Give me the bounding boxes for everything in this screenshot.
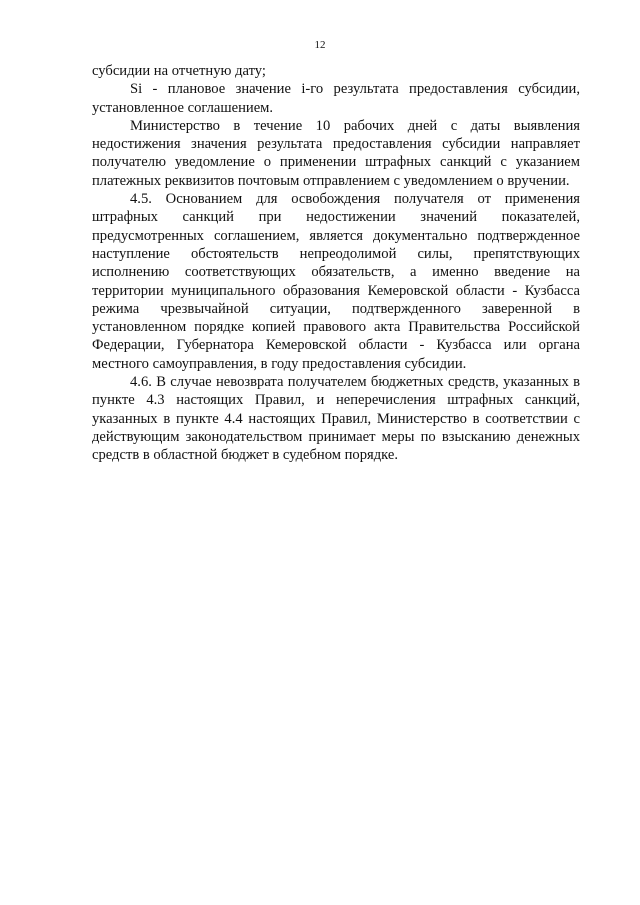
page-number: 12 — [314, 39, 326, 51]
paragraph-4-5: 4.5. Основанием для освобождения получателя от применения штрафных санкций при недостижении значений показателей, предусмотренных соглашением, является документально подтвержденное наступление обстоятельств непреодолимой силы, препятствующих исполнению соответствующих обязательств, а именно введение на территории муниципального образования Кемеровской области - Кузбасса режима чрезвычайной ситуации, подтвержденного заверенной в установленном порядке копией правового акта Правительства Российской Федерации, Губернатора Кемеровской области - Кузбасса или органа местного самоуправления, в году предоставления субсидии. — [92, 191, 580, 372]
paragraph-si-definition: Si - плановое значение i-го результата предоставления субсидии, установленное соглашением. — [92, 81, 580, 116]
paragraph-ministry-notice: Министерство в течение 10 рабочих дней с даты выявления недостижения значения результата предоставления субсидии направляет получателю уведомление о применении штрафных санкций с указанием платежных реквизитов почтовым отправлением с уведомлением о вручении. — [92, 117, 580, 189]
document-body — [92, 62, 580, 465]
paragraph-subsidy-date: субсидии на отчетную дату; — [92, 63, 266, 79]
paragraph-4-6: 4.6. В случае невозврата получателем бюджетных средств, указанных в пункте 4.3 настоящих Правил, и неперечисления штрафных санкций, указанных в пункте 4.4 настоящих Правил, Министерство в соответствии с действующим законодательством принимает меры по взысканию денежных средств в областной бюджет в судебном порядке. — [92, 374, 580, 464]
